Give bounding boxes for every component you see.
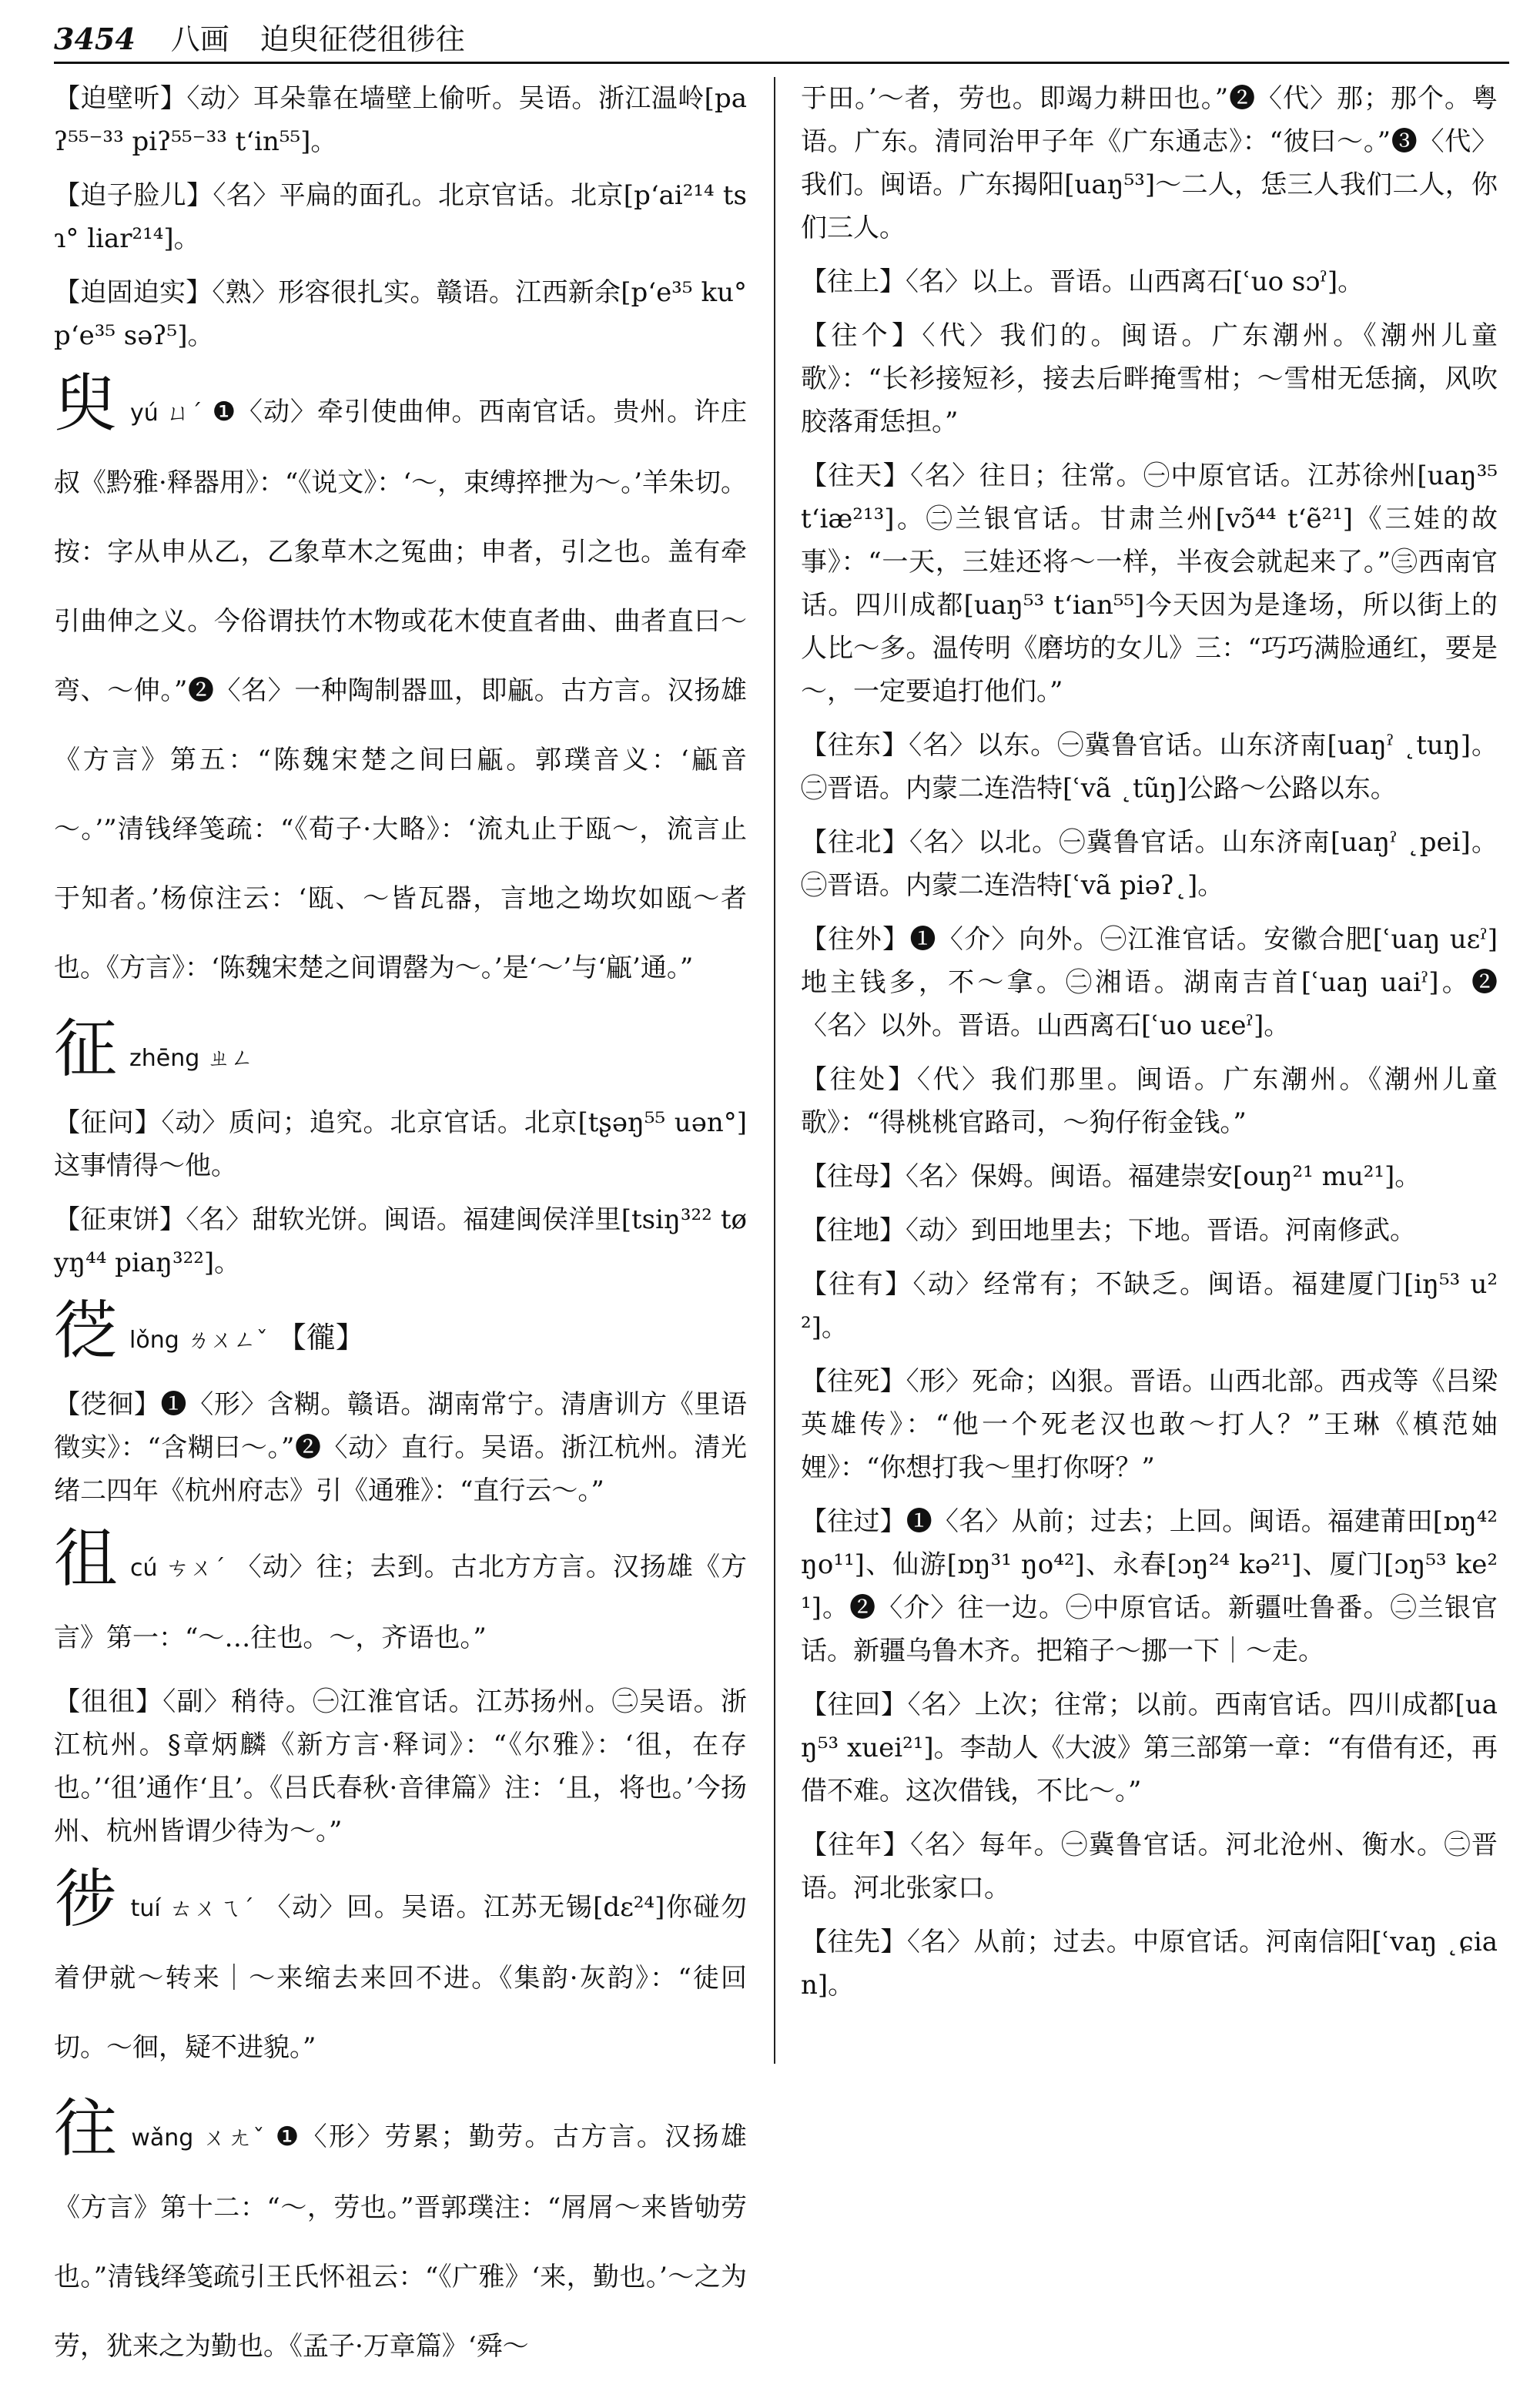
dictionary-entry: 【往死】〈形〉死命；凶狠。晋语。山西北部。西戎等《吕梁英雄传》：“他一个死老汉也敢～打人？”王琳《槙范妯娌》：“你想打我～里打你呀？” xyxy=(801,1366,1498,1483)
headword-entry xyxy=(54,1294,747,1375)
headword-pinyin: yú xyxy=(129,400,159,427)
column-divider xyxy=(774,77,775,2064)
headword-entry xyxy=(54,367,747,1003)
dictionary-entry: 【徂徂】〈副〉稍待。㊀江淮官话。江苏扬州。㊁吴语。浙江杭州。§章炳麟《新方言·释词》：“《尔雅》：‘徂，在存也。’‘徂’通作‘且’。《吕氏春秋·音律篇》注：‘且，将也。’今扬州、杭州皆谓少待为～。” xyxy=(54,1686,747,1847)
headword-entry xyxy=(54,1013,747,1093)
headword-entry xyxy=(54,1863,747,2082)
dictionary-entry: 【往母】〈名〉保姆。闽语。福建崇安[ouŋ²¹ mu²¹]。 xyxy=(801,1161,1421,1192)
headword-pinyin: lǒng xyxy=(129,1327,179,1354)
dictionary-entry: 【往个】〈代〉我们的。闽语。广东潮州。《潮州儿童歌》：“长衫接短衫，接去后畔掩雪柑；～雪柑无恁摘，风吹胶落甭恁担。” xyxy=(801,320,1498,437)
header-characters: 迫臾征徔徂徏往 xyxy=(259,22,465,56)
headword-bopomofo: ㄓㄥ xyxy=(207,1045,254,1072)
headword-definition: ❶〈形〉劳累；勤劳。古方言。汉扬雄《方言》第十二：“～，劳也。”晋郭璞注：“屑屑～来皆劬劳也。”清钱绎笺疏引王氏怀祖云：“《广雅》‘来，勤也。’～之为劳，犹来之为勤也。《孟子·万章篇》‘舜～ xyxy=(54,2121,747,2362)
headword-definition: 〈动〉回。吴语。江苏无锡[dɛ²⁴]你碰勿着伊就～转来｜～来缩去来回不进。《集韵·灰韵》：“徒回切。～徊，疑不进貌。” xyxy=(54,1892,747,2063)
headword-pinyin: wǎng xyxy=(131,2125,194,2152)
right-column xyxy=(801,77,1498,2071)
dictionary-entry: 【征问】〈动〉质问；追究。北京官话。北京[tʂəŋ⁵⁵ uən°]这事情得～他。 xyxy=(54,1107,747,1181)
headword-definition: 〈动〉往；去到。古北方方言。汉扬雄《方言》第一：“～…往也。～，齐语也。” xyxy=(54,1552,748,1653)
headword-bopomofo: ㄌㄨㄥˇ xyxy=(186,1327,268,1354)
page-number: 3454 xyxy=(54,22,136,56)
section-label: 八画 xyxy=(170,22,229,56)
headword-bopomofo: ㄨㄤˇ xyxy=(201,2125,266,2152)
dictionary-entry: 【往有】〈动〉经常有；不缺乏。闽语。福建厦门[iŋ⁵³ u²²]。 xyxy=(801,1269,1498,1343)
headword-character: 臾 xyxy=(54,367,118,440)
dictionary-entry: 【往上】〈名〉以上。晋语。山西离石[ʿuo sɔˀ]。 xyxy=(801,266,1364,297)
headword-character: 征 xyxy=(54,1013,118,1086)
headword-character: 徔 xyxy=(54,1294,118,1368)
page-header xyxy=(54,17,1509,64)
headword-character: 往 xyxy=(54,2092,119,2165)
headword-entry xyxy=(54,2092,747,2381)
dictionary-entry: 【迫子脸儿】〈名〉平扁的面孔。北京官话。北京[p‘ai²¹⁴ tsɿ° liar²¹⁴]。 xyxy=(54,180,747,254)
dictionary-entry: 【往北】〈名〉以北。㊀冀鲁官话。山东济南[uaŋˀ ˛pei]。㊁晋语。内蒙二连浩特[ʿvã piəʔ˛]。 xyxy=(801,827,1498,901)
dictionary-entry: 【往回】〈名〉上次；往常；以前。西南官话。四川成都[uaŋ⁵³ xuei²¹]。李劼人《大波》第三部第一章：“有借有还，再借不难。这次借钱，不比～。” xyxy=(801,1689,1498,1807)
dictionary-entry: 于田。’～者，劳也。即竭力耕田也。”❷〈代〉那；那个。粤语。广东。清同治甲子年《广东通志》：“彼曰～。”❸〈代〉我们。闽语。广东揭阳[uaŋ⁵³]～二人，恁三人我们二人，你们三人。 xyxy=(801,83,1498,243)
headword-bopomofo: ㄊㄨㄟˊ xyxy=(168,1895,256,1922)
dictionary-entry: 【往外】❶〈介〉向外。㊀江淮官话。安徽合肥[ʿuaŋ uɛˀ]地主钱多，不～拿。㊁湘语。湖南吉首[ʿuaŋ uaiˀ]。❷〈名〉以外。晋语。山西离石[ʿuo uɛeˀ]。 xyxy=(801,924,1498,1041)
dictionary-entry: 【征束饼】〈名〉甜软光饼。闽语。福建闽侯洋里[tsiŋ³²² tøyŋ⁴⁴ piaŋ³²²]。 xyxy=(54,1204,747,1278)
headword-bopomofo: ㄩˊ xyxy=(166,400,203,427)
dictionary-entry: 【徔徊】❶〈形〉含糊。赣语。湖南常宁。清唐训方《里语徵实》：“含糊曰～。”❷〈动〉直行。吴语。浙江杭州。清光绪二四年《杭州府志》引《通雅》：“直行云～。” xyxy=(54,1389,747,1506)
dictionary-entry: 【往地】〈动〉到田地里去；下地。晋语。河南修武。 xyxy=(801,1215,1416,1246)
dictionary-entry: 【迫固迫实】〈熟〉形容很扎实。赣语。江西新余[p‘e³⁵ ku° p‘e³⁵ səʔ⁵]。 xyxy=(54,277,747,351)
headword-character: 徂 xyxy=(54,1522,119,1596)
dictionary-entry: 【往年】〈名〉每年。㊀冀鲁官话。河北沧州、衡水。㊁晋语。河北张家口。 xyxy=(801,1830,1498,1904)
headword-character: 徏 xyxy=(54,1863,119,1936)
headword-pinyin: zhēng xyxy=(129,1045,200,1072)
headword-pinyin: cú xyxy=(130,1555,158,1582)
headword-traditional: 【徿】 xyxy=(276,1321,365,1355)
headword-entry xyxy=(54,1522,748,1673)
headword-bopomofo: ㄘㄨˊ xyxy=(165,1555,226,1582)
dictionary-entry: 【迫壁听】〈动〉耳朵靠在墙壁上偷听。吴语。浙江温岭[paʔ⁵⁵⁻³³ piʔ⁵⁵⁻³³ t‘in⁵⁵]。 xyxy=(54,83,747,157)
dictionary-entry: 【往先】〈名〉从前；过去。中原官话。河南信阳[ʿvaŋ ˛ɕian]。 xyxy=(801,1927,1498,2001)
headword-pinyin: tuí xyxy=(130,1895,161,1922)
dictionary-entry: 【往过】❶〈名〉从前；过去；上回。闽语。福建莆田[ɒŋ⁴² ŋo¹¹]、仙游[ɒŋ³¹ ŋo⁴²]、永春[ɔŋ²⁴ kə²¹]、厦门[ɔŋ⁵³ ke²¹]。❷〈介〉往一边。㊀中原官话。新疆吐鲁番。㊁兰银官话。新疆乌鲁木齐。把箱子～挪一下｜～走。 xyxy=(801,1506,1498,1666)
headword-definition: ❶〈动〉牵引使曲伸。西南官话。贵州。许庄叔《黔雅·释器用》：“《说文》：‘～，束缚捽抴为～。’羊朱切。按：字从申从乙，乙象草木之冤曲；申者，引之也。盖有牵引曲伸之义。今俗谓扶竹木物或花木使直者曲、曲者直曰～弯、～伸。”❷〈名〉一种陶制器皿，即甂。古方言。汉扬雄《方言》第五：“陈魏宋楚之间曰甂。郭璞音义：‘甂音～。’”清钱绎笺疏：“《荀子·大略》：‘流丸止于瓯～，流言止于知者。’杨倞注云：‘瓯、～皆瓦器，言地之坳坎如瓯～者也。《方言》：‘陈魏宋楚之间谓罄为～。’是‘～’与‘甂’通。” xyxy=(54,397,747,983)
dictionary-entry: 【往天】〈名〉往日；往常。㊀中原官话。江苏徐州[uaŋ³⁵ t‘iæ²¹³]。㊁兰银官话。甘肃兰州[vɔ̃⁴⁴ t‘ẽ²¹]《三娃的故事》：“一天，三娃还将～一样，半夜会就起来了。”㊂西南官话。四川成都[uaŋ⁵³ t‘ian⁵⁵]今天因为是逢场，所以街上的人比～多。温传明《磨坊的女儿》三：“巧巧满脸通红，要是～，一定要追打他们。” xyxy=(801,460,1498,707)
dictionary-entry: 【往东】〈名〉以东。㊀冀鲁官话。山东济南[uaŋˀ ˛tuŋ]。㊁晋语。内蒙二连浩特[ʿvã ˛tũŋ]公路～公路以东。 xyxy=(801,730,1498,804)
left-column xyxy=(54,77,748,2362)
dictionary-entry: 【往处】〈代〉我们那里。闽语。广东潮州。《潮州儿童歌》：“得桃桃官路司，～狗仔衔金钱。” xyxy=(801,1064,1498,1138)
